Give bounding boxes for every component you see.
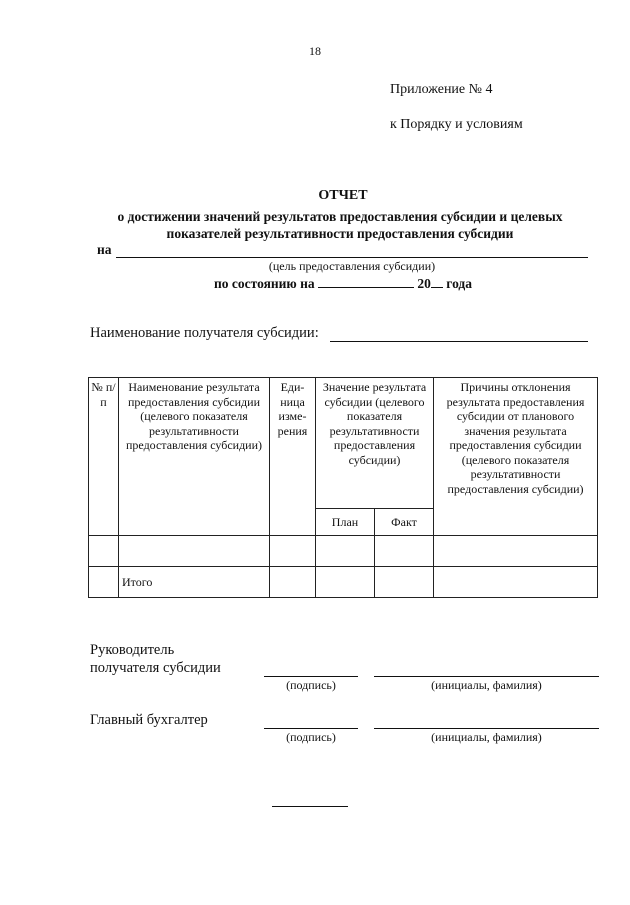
table-cell[interactable] (316, 536, 375, 567)
appendix-label: Приложение № 4 (390, 82, 493, 97)
table-row (89, 536, 598, 567)
head-label-line-1: Руководитель (90, 642, 175, 658)
table-cell[interactable] (89, 536, 119, 567)
purpose-blank-line[interactable] (116, 257, 588, 258)
accountant-signature-caption: (подпись) (286, 730, 336, 744)
head-label-line-2: получателя субсидии (90, 660, 221, 676)
table-cell[interactable] (316, 567, 375, 598)
head-signature-line[interactable] (264, 676, 358, 677)
accountant-name-line[interactable] (374, 728, 599, 729)
table-cell[interactable] (270, 567, 316, 598)
table-total-row (89, 567, 598, 598)
header-value: Значение результата субсидии (целевого показателя результативности предоставления субсидии) (316, 378, 434, 509)
table-cell[interactable] (270, 536, 316, 567)
head-name-caption: (инициалы, фамилия) (431, 678, 542, 692)
header-reasons: Причины отклонения результата предоставления субсидии от планового значения результата предоставления субсидии (целевого показателя результативности предоставления субсидии) (434, 378, 598, 536)
as-of-prefix: по состоянию на (213, 276, 315, 291)
table-cell[interactable] (434, 567, 598, 598)
header-fact: Факт (375, 509, 434, 536)
accountant-name-caption: (инициалы, фамилия) (431, 730, 542, 744)
footer-divider (272, 806, 348, 807)
procedure-label: к Порядку и условиям (390, 117, 523, 132)
head-label (90, 641, 221, 677)
table-cell[interactable] (375, 567, 434, 598)
head-signature-caption: (подпись) (286, 678, 336, 692)
accountant-signature-line[interactable] (264, 728, 358, 729)
header-num: № п/п (89, 378, 119, 536)
date-blank[interactable] (318, 275, 414, 288)
table-cell[interactable] (434, 536, 598, 567)
report-table (88, 377, 598, 598)
recipient-blank-line[interactable] (330, 341, 588, 342)
header-name: Наименование результата предоставления субсидии (целевого показателя результативности предоставления субсидии) (119, 378, 270, 536)
report-subtitle (80, 208, 600, 242)
table-cell[interactable] (375, 536, 434, 567)
total-label: Итого (119, 567, 270, 598)
year-blank[interactable] (431, 275, 443, 288)
header-plan: План (316, 509, 375, 536)
page-number: 18 (309, 44, 321, 58)
table-header-row (89, 378, 598, 509)
accountant-label: Главный бухгалтер (90, 712, 208, 728)
subtitle-line-2: показателей результативности предоставления субсидии (166, 226, 514, 241)
year-suffix: года (446, 276, 473, 291)
subtitle-line-1: о достижении значений результатов предоставления субсидии и целевых (117, 209, 563, 224)
report-title: ОТЧЕТ (318, 188, 368, 203)
year-prefix: 20 (417, 276, 431, 291)
table-cell[interactable] (119, 536, 270, 567)
as-of-line (0, 275, 630, 292)
head-name-line[interactable] (374, 676, 599, 677)
purpose-caption: (цель предоставления субсидии) (268, 259, 436, 273)
table-cell[interactable] (89, 567, 119, 598)
recipient-label: Наименование получателя субсидии: (90, 325, 319, 341)
na-label: на (97, 242, 112, 257)
header-unit: Еди-ница изме-рения (270, 378, 316, 536)
